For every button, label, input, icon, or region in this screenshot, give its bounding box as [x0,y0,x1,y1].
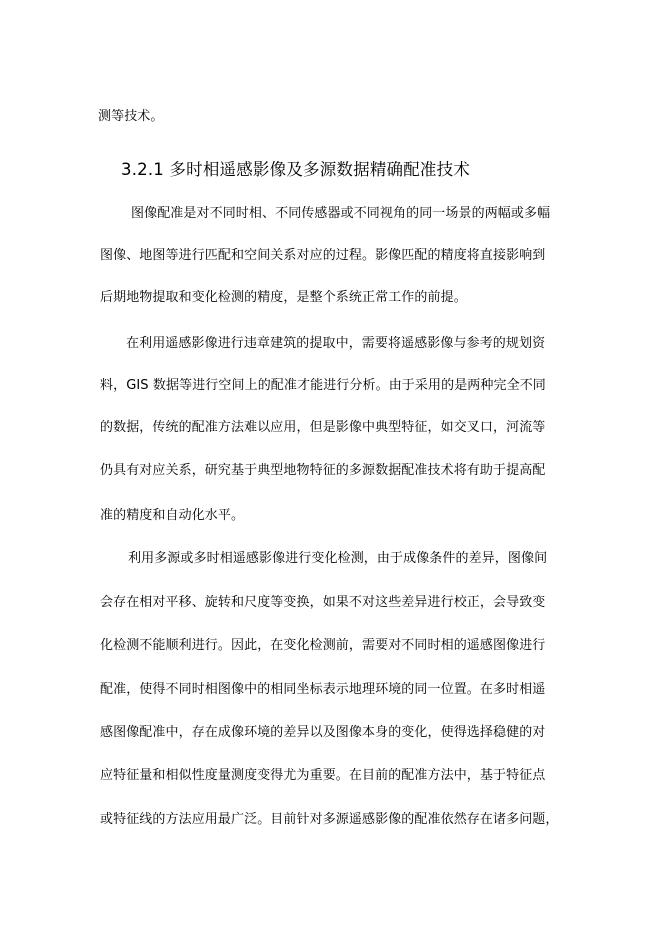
paragraph-3-line-2: 会存在相对平移、旋转和尺度等变换，如果不对这些差异进行校正，会导致变 [100,595,546,610]
paragraph-2-line-1: 在利用遥感影像进行违章建筑的提取中，需要将遥感影像与参考的规划资 [126,336,546,351]
paragraph-3-line-6: 应特征量和相似性度量测度变得尤为重要。在目前的配准方法中，基于特征点 [100,768,546,783]
section-heading: 3.2.1 多时相遥感影像及多源数据精确配准技术 [121,160,471,179]
paragraph-2-line-5: 准的精度和自动化水平。 [100,508,245,523]
paragraph-3-line-5: 感图像配准中，存在成像环境的差异以及图像本身的变化，使得选择稳健的对 [100,725,546,740]
lead-line: 测等技术。 [98,109,164,124]
paragraph-2-line-4: 仍具有对应关系，研究基于典型地物特征的多源数据配准技术将有助于提高配 [100,463,546,478]
paragraph-1-line-3: 后期地物提取和变化检测的精度，是整个系统正常工作的前提。 [100,290,467,305]
paragraph-1-line-1: 图像配准是对不同时相、不同传感器或不同视角的同一场景的两幅或多幅 [131,206,551,221]
paragraph-3-line-7: 或特征线的方法应用最广泛。目前针对多源遥感影像的配准依然存在诸多问题， [100,812,559,827]
paragraph-2-line-3: 的数据，传统的配准方法难以应用，但是影像中典型特征，如交叉口，河流等 [100,420,546,435]
paragraph-3-line-4: 配准，使得不同时相图像中的相同坐标表示地理环境的同一位置。在多时相遥 [100,682,546,697]
paragraph-1-line-2: 图像、地图等进行匹配和空间关系对应的过程。影像匹配的精度将直接影响到 [100,248,546,263]
paragraph-3-line-3: 化检测不能顺利进行。因此，在变化检测前，需要对不同时相的遥感图像进行 [100,638,546,653]
paragraph-2-line-2: 料，GIS 数据等进行空间上的配准才能进行分析。由于采用的是两种完全不同 [100,378,546,393]
paragraph-3-line-1: 利用多源或多时相遥感影像进行变化检测，由于成像条件的差异，图像间 [128,551,548,566]
